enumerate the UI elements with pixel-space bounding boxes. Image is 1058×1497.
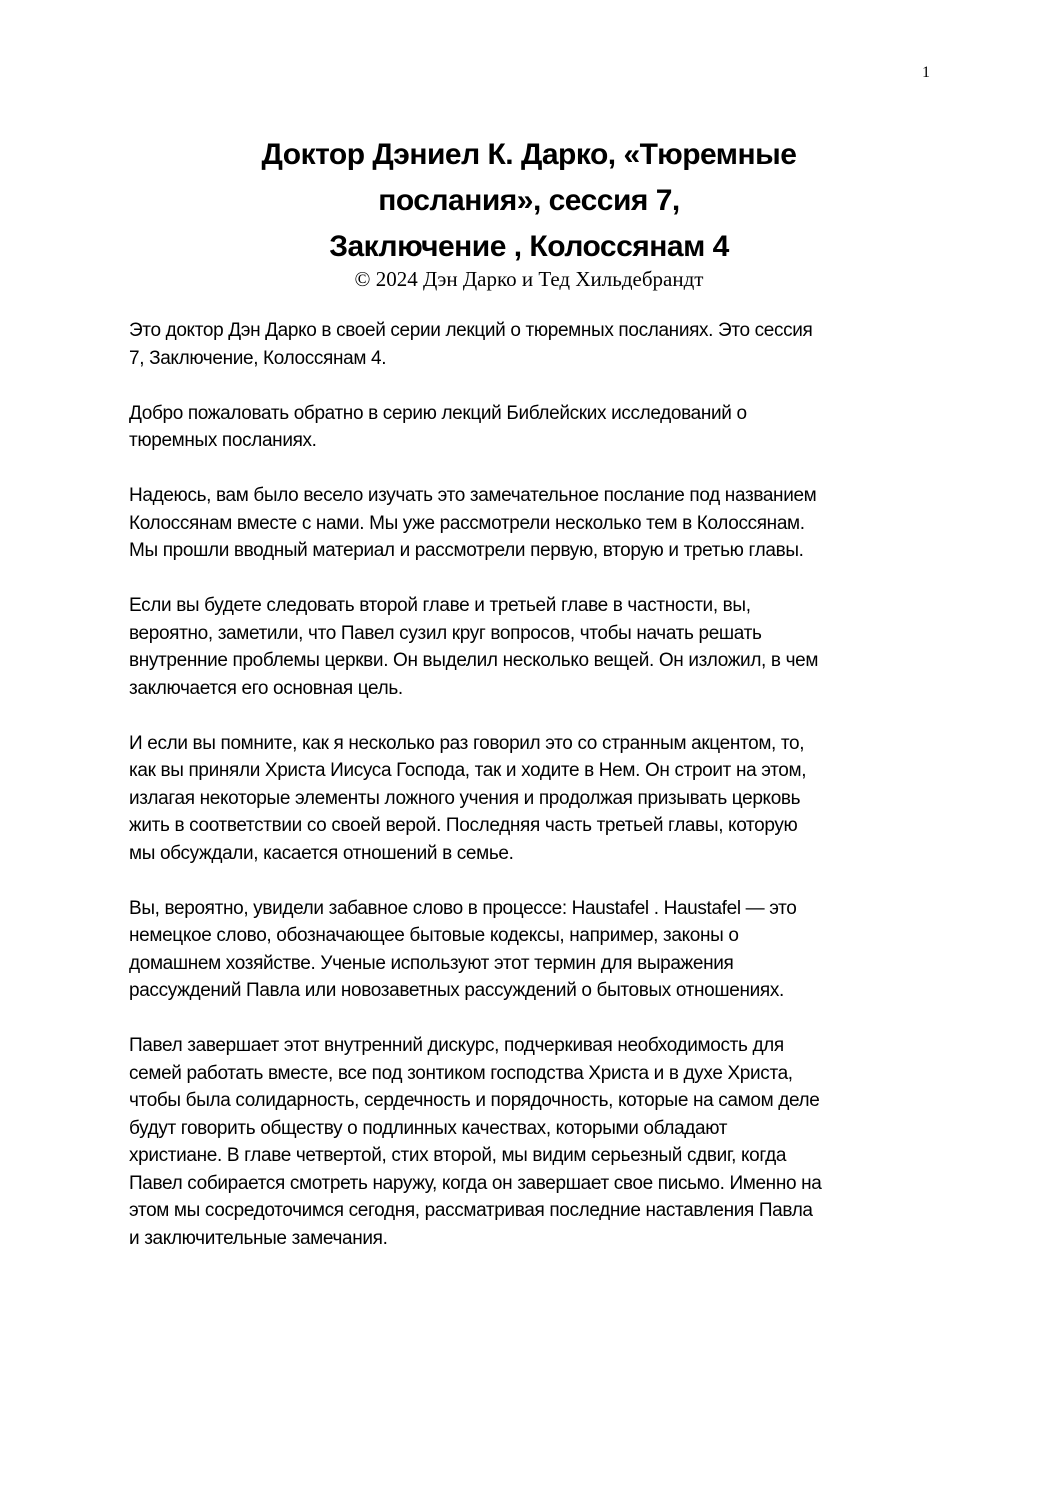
paragraph-review	[129, 482, 939, 565]
text-line: чтобы была солидарность, сердечность и порядочность, которые на самом деле	[129, 1090, 820, 1111]
title-line-2: послания», сессия 7,	[378, 184, 680, 217]
text-line: И если вы помните, как я несколько раз говорил это со странным акцентом, то,	[129, 732, 805, 754]
text-line: этом мы сосредоточимся сегодня, рассматривая последние наставления Павла	[129, 1200, 813, 1221]
text-line: Мы прошли вводный материал и рассмотрели первую, вторую и третью главы.	[129, 540, 804, 561]
text-line: вероятно, заметили, что Павел сузил круг вопросов, чтобы начать решать	[129, 622, 762, 644]
text-line: Вы, вероятно, увидели забавное слово в процессе: Haustafel . Haustafel — это	[129, 897, 797, 919]
paragraph-haustafel	[129, 895, 939, 1005]
text-line: Это доктор Дэн Дарко в своей серии лекций о тюремных посланиях. Это сессия	[129, 320, 813, 341]
text-line: и заключительные замечания.	[129, 1227, 388, 1249]
paragraph-chapters	[129, 592, 939, 702]
paragraph-welcome	[129, 400, 939, 455]
paragraph-intro	[129, 317, 939, 372]
text-line: заключается его основная цель.	[129, 677, 403, 699]
text-line: Колоссянам вместе с нами. Мы уже рассмотрели несколько тем в Колоссянам.	[129, 512, 805, 534]
text-line: христиане. В главе четвертой, стих второй, мы видим серьезный сдвиг, когда	[129, 1145, 787, 1166]
text-line: Павел собирается смотреть наружу, когда он завершает свое письмо. Именно на	[129, 1172, 822, 1194]
text-line: Добро пожаловать обратно в серию лекций Библейских исследований о	[129, 402, 747, 424]
text-line: жить в соответствии со своей верой. Последняя часть третьей главы, которую	[129, 815, 798, 836]
text-line: излагая некоторые элементы ложного учения и продолжая призывать церковь	[129, 787, 801, 809]
text-line: 7, Заключение, Колоссянам 4.	[129, 347, 387, 369]
text-line: домашнем хозяйстве. Ученые используют этот термин для выражения	[129, 952, 734, 974]
title-line-3: Заключение , Колоссянам 4	[329, 230, 729, 263]
document-body	[129, 317, 939, 1280]
paragraph-walk-in-christ	[129, 730, 939, 868]
copyright-notice: © 2024 Дэн Дарко и Тед Хильдебрандт	[354, 267, 704, 291]
text-line: будут говорить обществу о подлинных качествах, которыми обладают	[129, 1117, 728, 1139]
text-line: тюремных посланиях.	[129, 430, 317, 451]
title-line-1: Доктор Дэниел К. Дарко, «Тюремные	[261, 138, 797, 171]
text-line: мы обсуждали, касается отношений в семье.	[129, 842, 514, 864]
text-line: рассуждений Павла или новозаветных рассуждений о бытовых отношениях.	[129, 980, 784, 1001]
text-line: как вы приняли Христа Иисуса Господа, так и ходите в Нем. Он строит на этом,	[129, 760, 807, 781]
text-line: семей работать вместе, все под зонтиком господства Христа и в духе Христа,	[129, 1062, 793, 1084]
text-line: Если вы будете следовать второй главе и третьей главе в частности, вы,	[129, 595, 751, 616]
page-number: 1	[922, 64, 930, 81]
text-line: Надеюсь, вам было весело изучать это замечательное послание под названием	[129, 485, 817, 506]
text-line: немецкое слово, обозначающее бытовые кодексы, например, законы о	[129, 925, 739, 946]
text-line: внутренние проблемы церкви. Он выделил несколько вещей. Он изложил, в чем	[129, 650, 819, 671]
document-title	[0, 132, 1058, 270]
document-header	[0, 132, 1058, 292]
text-line: Павел завершает этот внутренний дискурс, подчеркивая необходимость для	[129, 1035, 784, 1056]
paragraph-conclusion	[129, 1032, 939, 1252]
